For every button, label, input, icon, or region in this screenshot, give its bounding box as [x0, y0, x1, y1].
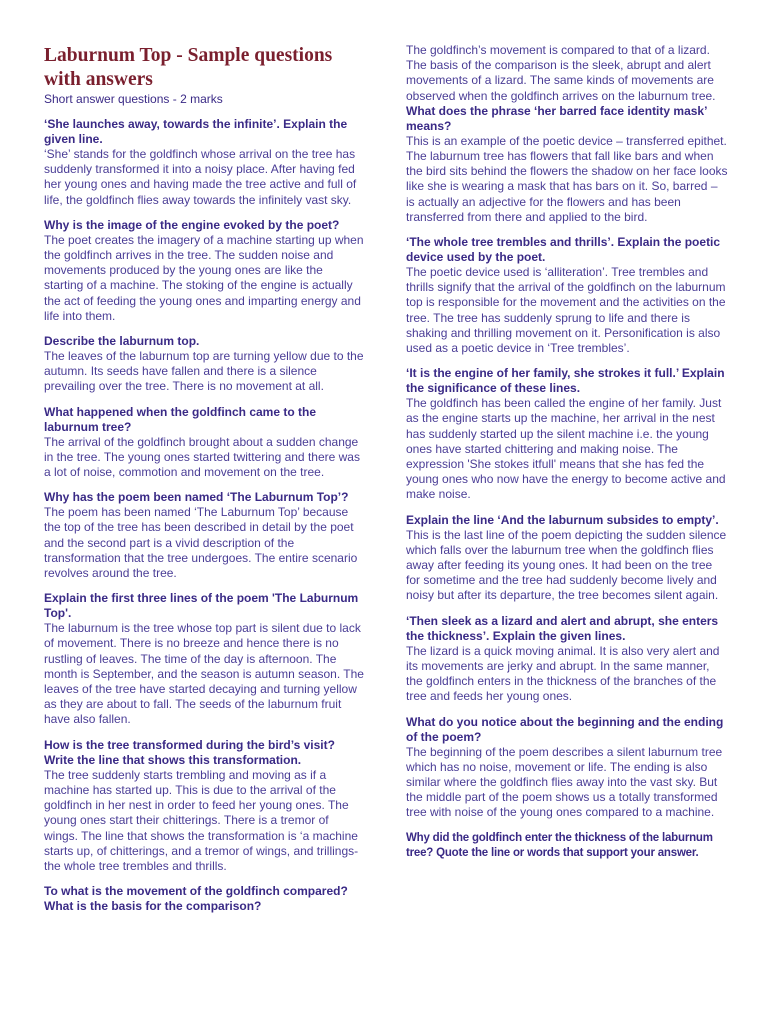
qa-item [406, 614, 728, 705]
answer: The poem has been named ‘The Laburnum Top’ because the top of the tree has been described in detail by the poet and the second part is a vivid description of the transformation that the tree undergoes. The entire scenario revolves around the tree. [44, 505, 358, 581]
page-title: Laburnum Top - Sample questions with answers [44, 45, 333, 90]
question: What do you notice about the beginning and the ending of the poem? [406, 714, 724, 744]
question: Why has the poem been named ‘The Laburnum Top’? [44, 490, 349, 505]
answer: The poetic device used is ‘alliteration’. Tree trembles and thrills signify that the arrival of the goldfinch on the laburnum top is responsible for the movement and the activities on the tree. The tree has suddenly sprung to life and there is shaking and thrilling movement on it. Personification is also used as a poetic device in ‘Tree trembles’. [406, 265, 726, 356]
qa-item [406, 831, 728, 861]
qa-item [406, 715, 728, 821]
question: Explain the first three lines of the poem 'The Laburnum Top'. [44, 591, 359, 621]
question: Why is the image of the engine evoked by the poet? [44, 217, 340, 232]
qa-item [44, 884, 364, 914]
qa-item [44, 591, 364, 727]
qa-item [44, 738, 364, 874]
question: ‘Then sleek as a lizard and alert and abrupt, she enters the thickness’. Explain the given lines. [406, 613, 719, 643]
qa-item [44, 218, 364, 324]
answer: The arrival of the goldfinch brought about a sudden change in the tree. The young ones started twittering and there was a lot of noise, commotion and movement on the tree. [44, 434, 360, 480]
question: Explain the line ‘And the laburnum subsides to empty’. [406, 512, 719, 527]
left-column [44, 44, 364, 924]
answer: ‘She’ stands for the goldfinch whose arrival on the tree has suddenly transformed it into a noisy place. After having fed her young ones and having made the tree active and full of life, the goldfinch flies away towards the infinitely vast sky. [44, 147, 357, 207]
answer: The laburnum is the tree whose top part is silent due to lack of movement. There is no breeze and hence there is no rustling of leaves. The time of the day is afternoon. The month is September, and the season is autumn season. The leaves of the tree have started decaying and turning yellow as they are about to fall. The seeds of the laburnum fruit have also fallen. [44, 621, 364, 727]
answer: The leaves of the laburnum top are turning yellow due to the autumn. Its seeds have fallen and there is a silence prevailing over the tree. There is no movement at all. [44, 349, 364, 394]
qa-item [406, 513, 728, 604]
right-column [406, 43, 728, 871]
question: How is the tree transformed during the bird’s visit? Write the line that shows this transformation. [44, 737, 335, 767]
page-subtitle: Short answer questions - 2 marks [44, 92, 223, 106]
answer: The lizard is a quick moving animal. It is also very alert and its movements are jerky and abrupt. In the same manner, the goldfinch enters in the thickness of the branches of the tree and feeds her young ones. [406, 643, 720, 704]
answer: The beginning of the poem describes a silent laburnum tree which has no noise, movement or life. The ending is also similar where the goldfinch flies away into the vast sky. But the middle part of the poem shows us a totally transformed tree with noise of the young ones compared to a machine. [406, 744, 723, 820]
question: What does the phrase ‘her barred face identity mask’ means? [406, 103, 707, 133]
qa-item [44, 405, 364, 481]
answer: The poet creates the imagery of a machine starting up when the goldfinch arrives in the tree. The sudden noise and movements produced by the young ones are like the starting of a machine. The stoking of the engine is actually the act of feeding the young ones and imparting energy and life into them. [44, 232, 364, 323]
question: What happened when the goldfinch came to the laburnum tree? [44, 404, 317, 434]
answer: The goldfinch has been called the engine of her family. Just as the engine starts up the machine, her arrival in the nest has suddenly started up the silent machine i.e. the young ones have started chittering and making noise. The expression 'She stokes itfull' means that she has fed the young ones who now have the energy to become active and make noise. [406, 396, 726, 502]
answer: This is the last line of the poem depicting the sudden silence which falls over the laburnum tree when the goldfinch flies away after feeding its young ones. It had been on the tree for sometime and the tree had suddenly become lively and noisy but after its departure, the tree becomes silent again. [406, 527, 727, 603]
qa-item [406, 104, 728, 225]
answer: This is an example of the poetic device – transferred epithet. The laburnum tree has flowers that fall like bars and when the bird sits behind the flowers the shadow on her face looks like she is wearing a mask that has bars on it. So, barred – is actually an adjective for the flowers and has been transferred from there and applied to the bird. [406, 133, 728, 224]
question: Describe the laburnum top. [44, 334, 200, 349]
question: ‘The whole tree trembles and thrills’. Explain the poetic device used by the poet. [406, 235, 721, 265]
question: To what is the movement of the goldfinch compared? What is the basis for the comparison? [44, 884, 348, 914]
question: ‘She launches away, towards the infinite’. Explain the given line. [44, 117, 348, 146]
answer-continued: The goldfinch’s movement is compared to that of a lizard. The basis of the comparison is the sleek, abrupt and alert movements of a lizard. The same kinds of movements are observed when the goldfinch arrives on the laburnum tree. [406, 43, 716, 103]
qa-item [44, 334, 364, 395]
answer: The tree suddenly starts trembling and moving as if a machine has started up. This is due to the arrival of the goldfinch in her nest in order to feed her young ones. The young ones start their chitterings. There is a tremor of wings. The line that shows the transformation is ‘a machine starts up, of chitterings, and a tremor of wings, and trillings- the whole tree trembles and thrills. [44, 767, 359, 873]
qa-item [406, 366, 728, 502]
question: ‘It is the engine of her family, she strokes it full.’ Explain the significance of these lines. [406, 366, 725, 396]
qa-item [406, 235, 728, 356]
question: Why did the goldfinch enter the thickness of the laburnum tree? Quote the line or words that support your answer. [406, 831, 713, 859]
qa-item [44, 117, 364, 208]
qa-item [44, 490, 364, 581]
